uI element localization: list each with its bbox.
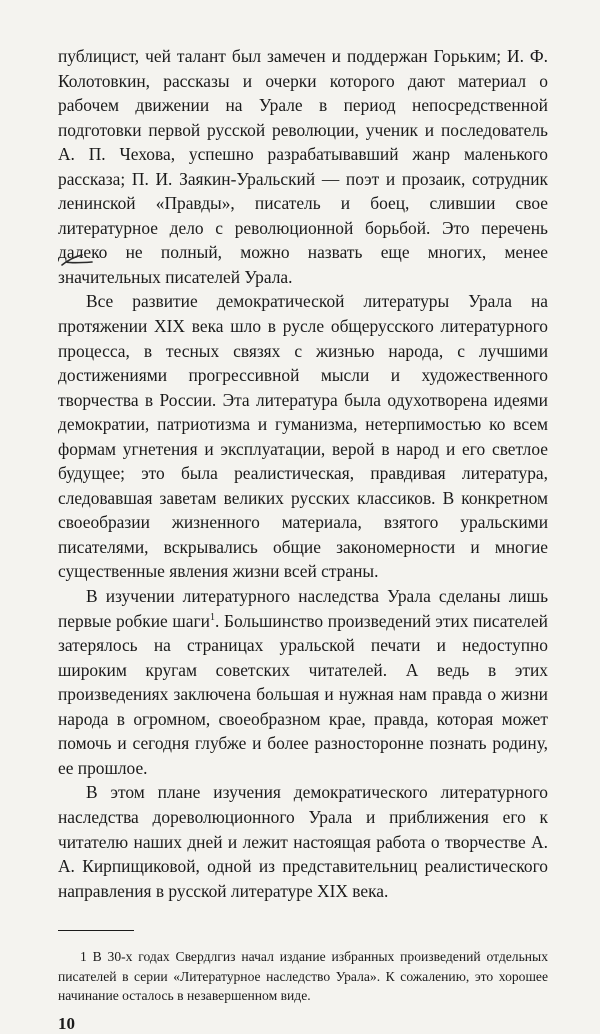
paragraph-3: В изучении литературного наследства Урала сделаны лишь первые робкие шаги$^1$. Большинство произведений этих писателей затерялось на страницах уральской печати и недоступно широким кругам советских читателей. А ведь в этих произведениях заключена большая и нужная нам правда о жизни народа в огромном, своеобразном крае, правда, которая может помочь и сегодня глубже и более разносторонне познать родину, ее прошлое. [58, 586, 548, 778]
page-number: 10 [58, 1013, 75, 1033]
footnote-ref[interactable]: 1 [209, 611, 215, 623]
paragraph-4: В этом плане изучения демократического литературного наследства дореволюционного Урала и приближения его к читателю наших дней и лежит настоящая работа о творчестве А. А. Кирпищиковой, одной из представительниц реалистического направления в русской литературе XIX века. [58, 782, 548, 901]
body-text [58, 44, 548, 903]
paragraph-1: публицист, чей талант был замечен и поддержан Горьким; И. Ф. Колотовкин, рассказы и очерки которого дают материал о рабочем движении на Урале в период непосредственной подготовки первой русской революции, ученик и последователь А. П. Чехова, успешно разрабатывавший жанр маленького рассказа; П. И. Заякин-Уральский — поэт и прозаик, сотрудник ленинской «Правды», писатель и боец, слившии свое литературное дело с революционной борьбой. Это перечень далеко не полный, можно назвать еще многих, менее значительных писателей Урала. [58, 46, 548, 287]
pencil-mark-icon [60, 253, 94, 267]
paragraph-3-rest: Большинство произведений этих писателей затерялось на страницах уральской печати и недоступно широким кругам советских читателей. А ведь в этих произведениях заключена большая и нужная нам правда о жизни народа в огромном, своеобразном крае, правда, которая может помочь и сегодня глубже и более разносторонне познать родину, ее прошлое. [58, 610, 548, 778]
paragraph-2: Все развитие демократической литературы Урала на протяжении XIX века шло в русле общерусского литературного процесса, в тесных связях с жизнью народа, с лучшими достижениями прогрессивной мысли и художественного творчества в России. Эта литература была одухотворена идеями демократии, патриотизма и гуманизма, нетерпимостью ко всем формам угнетения и эксплуатации, верой в народ и его светлое будущее; это была реалистическая, правдивая литература, следовавшая заветам великих русских классиков. В конкретном своеобразии жизненного материала, взятого уральскими писателями, вскрывались общие закономерности и многие существенные явления жизни всей страны. [58, 291, 548, 582]
footnote-divider [58, 930, 134, 931]
footnote: 1 В 30-х годах Свердлгиз начал издание избранных произведений отдельных писателей в серии «Литературное наследство Урала». К сожалению, это хорошее начинание осталось в незавершенном виде. [58, 949, 548, 1004]
paragraph-3-lead: В изучении литературного наследства Урала сделаны лишь первые робкие шаги [58, 586, 548, 631]
